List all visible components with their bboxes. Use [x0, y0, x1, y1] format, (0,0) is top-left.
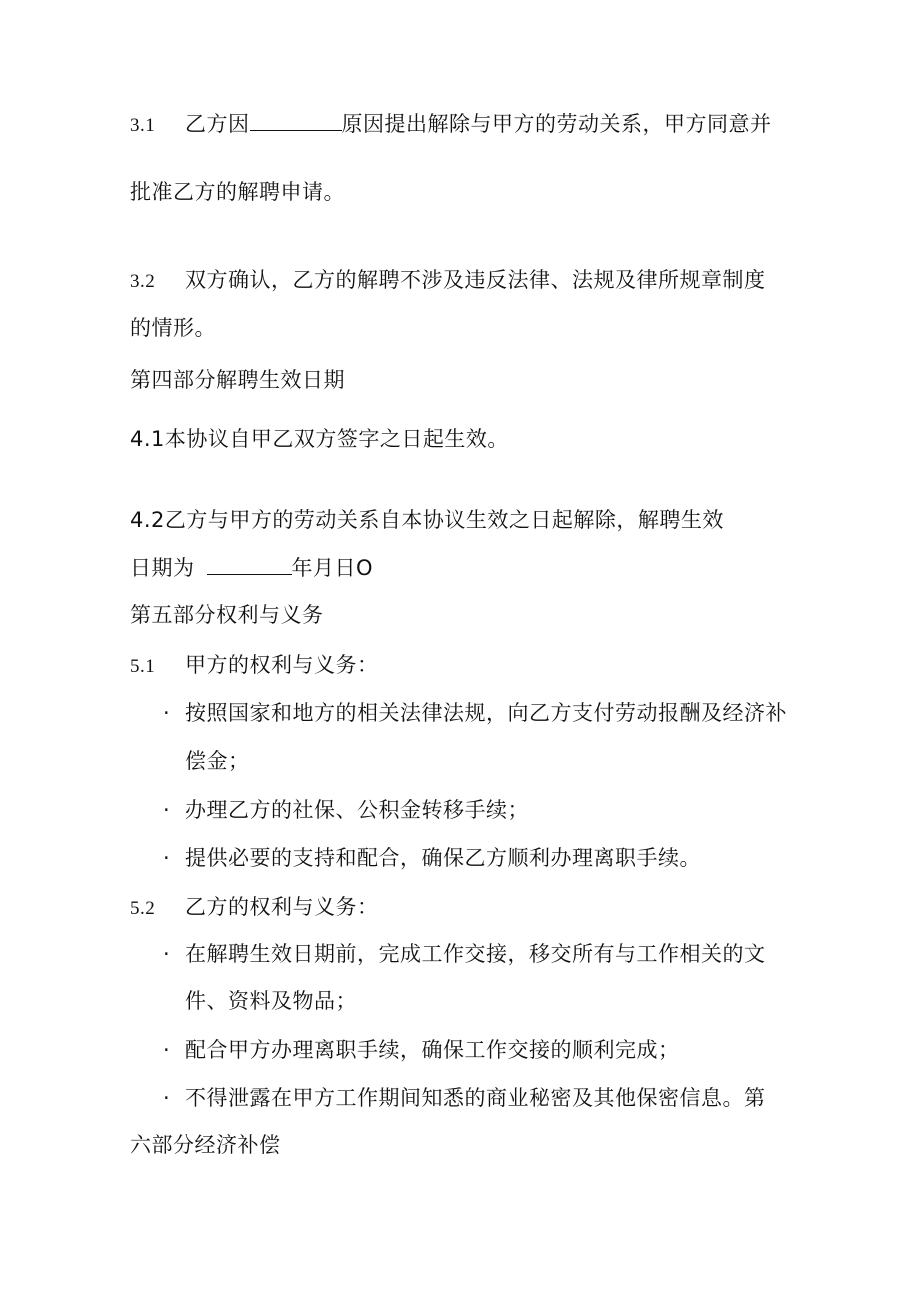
bullet: · — [163, 798, 171, 822]
clause-number: 5.2 — [130, 898, 156, 919]
clause-3-2-continuation: 的情形。 — [130, 316, 216, 340]
list-item: · 在解聘生效日期前，完成工作交接，移交所有与工作相关的文 — [163, 942, 766, 966]
clause-number: 3.1 — [130, 115, 156, 136]
list-item: · 办理乙方的社保、公积金转移手续； — [163, 798, 529, 822]
clause-4-1: 4.1本协议自甲乙双方签字之日起生效。 — [130, 427, 509, 451]
clause-3-1 — [130, 110, 772, 140]
clause-4-2: 4.2乙方与甲方的劳动关系自本协议生效之日起解除，解聘生效 — [130, 508, 724, 532]
clause-number: 5.1 — [130, 656, 156, 677]
clause-text: 乙方的权利与义务： — [185, 895, 379, 919]
list-item: · 配合甲方办理离职手续，确保工作交接的顺利完成； — [163, 1038, 680, 1062]
bullet: · — [163, 942, 171, 966]
clause-text-start: 日期为 — [130, 556, 195, 580]
clause-number: 3.2 — [130, 271, 156, 292]
bullet: · — [163, 1086, 171, 1110]
bullet: · — [163, 846, 171, 870]
section-5-heading: 第五部分权利与义务 — [130, 603, 324, 627]
clause-5-1 — [130, 651, 379, 681]
clause-3-2 — [130, 266, 766, 296]
clause-4-2-continuation — [130, 554, 373, 582]
section-6-heading: 六部分经济补偿 — [130, 1133, 281, 1157]
clause-3-1-continuation: 批准乙方的解聘申请。 — [130, 180, 345, 204]
list-item-continuation: 偿金； — [185, 749, 250, 773]
list-item-continuation: 件、资料及物品； — [185, 989, 357, 1013]
clause-5-2 — [130, 893, 379, 923]
clause-text-end: 年月日O — [291, 556, 374, 580]
blank-fill-line — [207, 554, 292, 575]
clause-text: 甲方的权利与义务： — [185, 653, 379, 677]
list-item: · 按照国家和地方的相关法律法规，向乙方支付劳动报酬及经济补 — [163, 701, 787, 725]
list-item: · 提供必要的支持和配合，确保乙方顺利办理离职手续。 — [163, 846, 701, 870]
bullet: · — [163, 1038, 171, 1062]
clause-text-start: 乙方因 — [185, 112, 250, 136]
bullet: · — [163, 701, 171, 725]
clause-text-end: 原因提出解除与甲方的劳动关系，甲方同意并 — [341, 112, 772, 136]
section-4-heading: 第四部分解聘生效日期 — [130, 368, 345, 392]
clause-text: 双方确认，乙方的解聘不涉及违反法律、法规及律所规章制度 — [185, 268, 766, 292]
blank-fill-line — [250, 110, 342, 131]
list-item: · 不得泄露在甲方工作期间知悉的商业秘密及其他保密信息。第 — [163, 1086, 766, 1110]
